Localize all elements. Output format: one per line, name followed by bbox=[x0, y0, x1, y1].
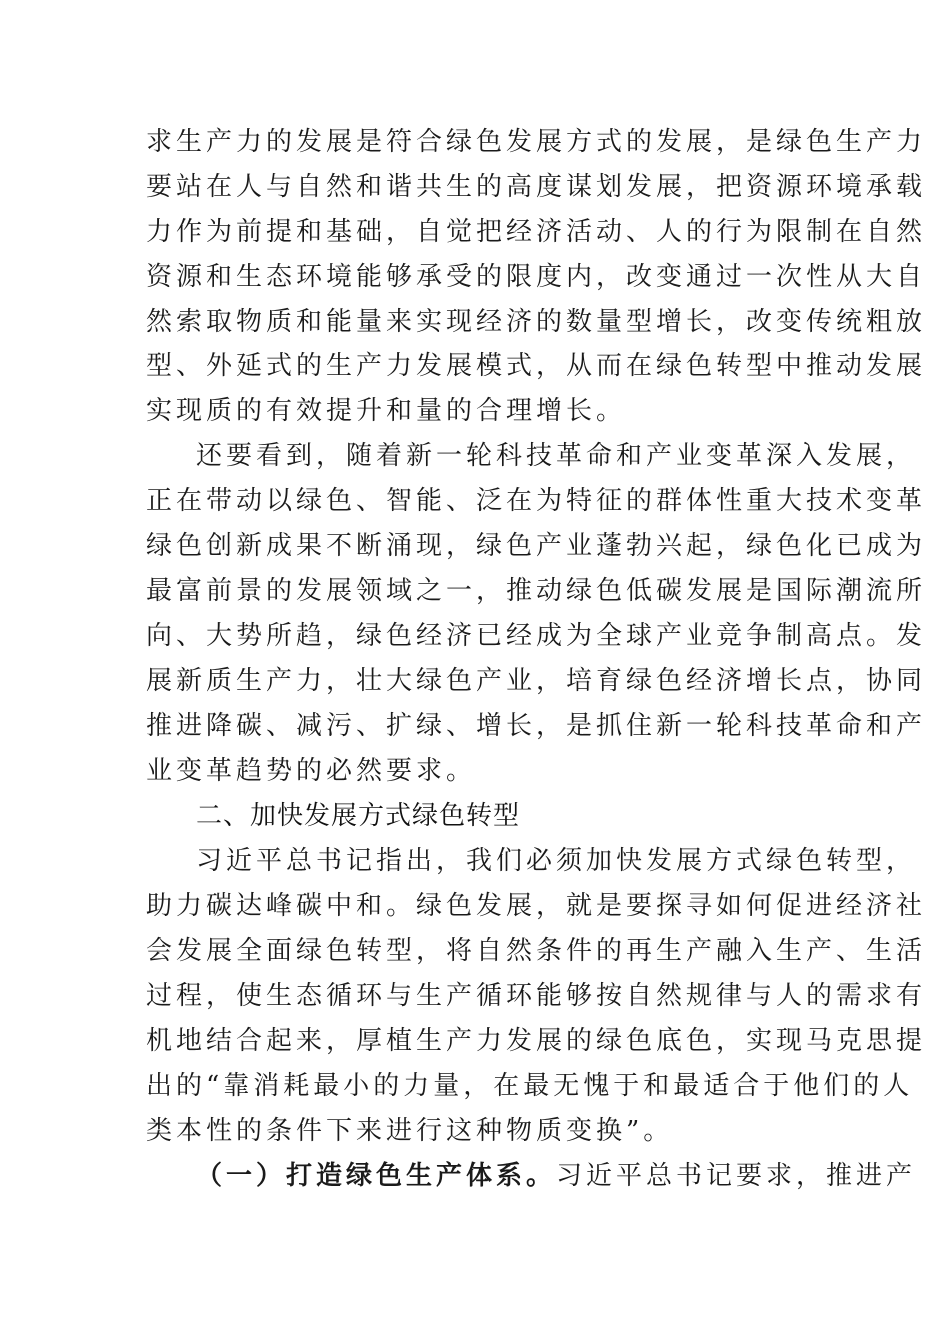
paragraph-line: 向、大势所趋，绿色经济已经成为全球产业竞争制高点。发 bbox=[146, 621, 927, 651]
paragraph-line: 力作为前提和基础，自觉把经济活动、人的行为限制在自然 bbox=[146, 217, 927, 247]
paragraph-line: 习近平总书记指出，我们必须加快发展方式绿色转型， bbox=[196, 846, 917, 876]
paragraph-line: 绿色创新成果不断涌现，绿色产业蓬勃兴起，绿色化已成为 bbox=[146, 531, 927, 561]
paragraph-line: 正在带动以绿色、智能、泛在为特征的群体性重大技术变革 bbox=[146, 486, 927, 516]
paragraph-line: 实现质的有效提升和量的合理增长。 bbox=[146, 396, 627, 426]
paragraph-line: 推进降碳、减污、扩绿、增长，是抓住新一轮科技革命和产 bbox=[146, 711, 927, 741]
paragraph-line: 类本性的条件下来进行这种物质变换”。 bbox=[146, 1116, 674, 1146]
paragraph-line: 求生产力的发展是符合绿色发展方式的发展，是绿色生产力 bbox=[146, 127, 927, 157]
paragraph-line: 资源和生态环境能够承受的限度内，改变通过一次性从大自 bbox=[146, 262, 927, 292]
paragraph-line: 型、外延式的生产力发展模式，从而在绿色转型中推动发展 bbox=[146, 351, 927, 381]
paragraph-line: 助力碳达峰碳中和。绿色发展，就是要探寻如何促进经济社 bbox=[146, 891, 927, 921]
paragraph-line: 要站在人与自然和谐共生的高度谋划发展，把资源环境承载 bbox=[146, 172, 927, 202]
paragraph-line: 业变革趋势的必然要求。 bbox=[146, 756, 477, 786]
paragraph-line: 还要看到，随着新一轮科技革命和产业变革深入发展， bbox=[196, 441, 917, 471]
subsection-text: 习近平总书记要求，推进产 bbox=[556, 1161, 917, 1191]
paragraph-line: 展新质生产力，壮大绿色产业，培育绿色经济增长点，协同 bbox=[146, 666, 927, 696]
subsection-heading: （一）打造绿色生产体系。 bbox=[196, 1161, 557, 1191]
section-heading: 二、加快发展方式绿色转型 bbox=[196, 801, 521, 831]
subsection-line bbox=[196, 1160, 916, 1192]
paragraph-line: 然索取物质和能量来实现经济的数量型增长，改变传统粗放 bbox=[146, 307, 927, 337]
paragraph-line: 出的“靠消耗最小的力量，在最无愧于和最适合于他们的人 bbox=[146, 1071, 914, 1101]
paragraph-line: 过程，使生态循环与生产循环能够按自然规律与人的需求有 bbox=[146, 981, 927, 1011]
paragraph-line: 最富前景的发展领域之一，推动绿色低碳发展是国际潮流所 bbox=[146, 576, 927, 606]
paragraph-line: 会发展全面绿色转型，将自然条件的再生产融入生产、生活 bbox=[146, 936, 927, 966]
paragraph-line: 机地结合起来，厚植生产力发展的绿色底色，实现马克思提 bbox=[146, 1026, 927, 1056]
